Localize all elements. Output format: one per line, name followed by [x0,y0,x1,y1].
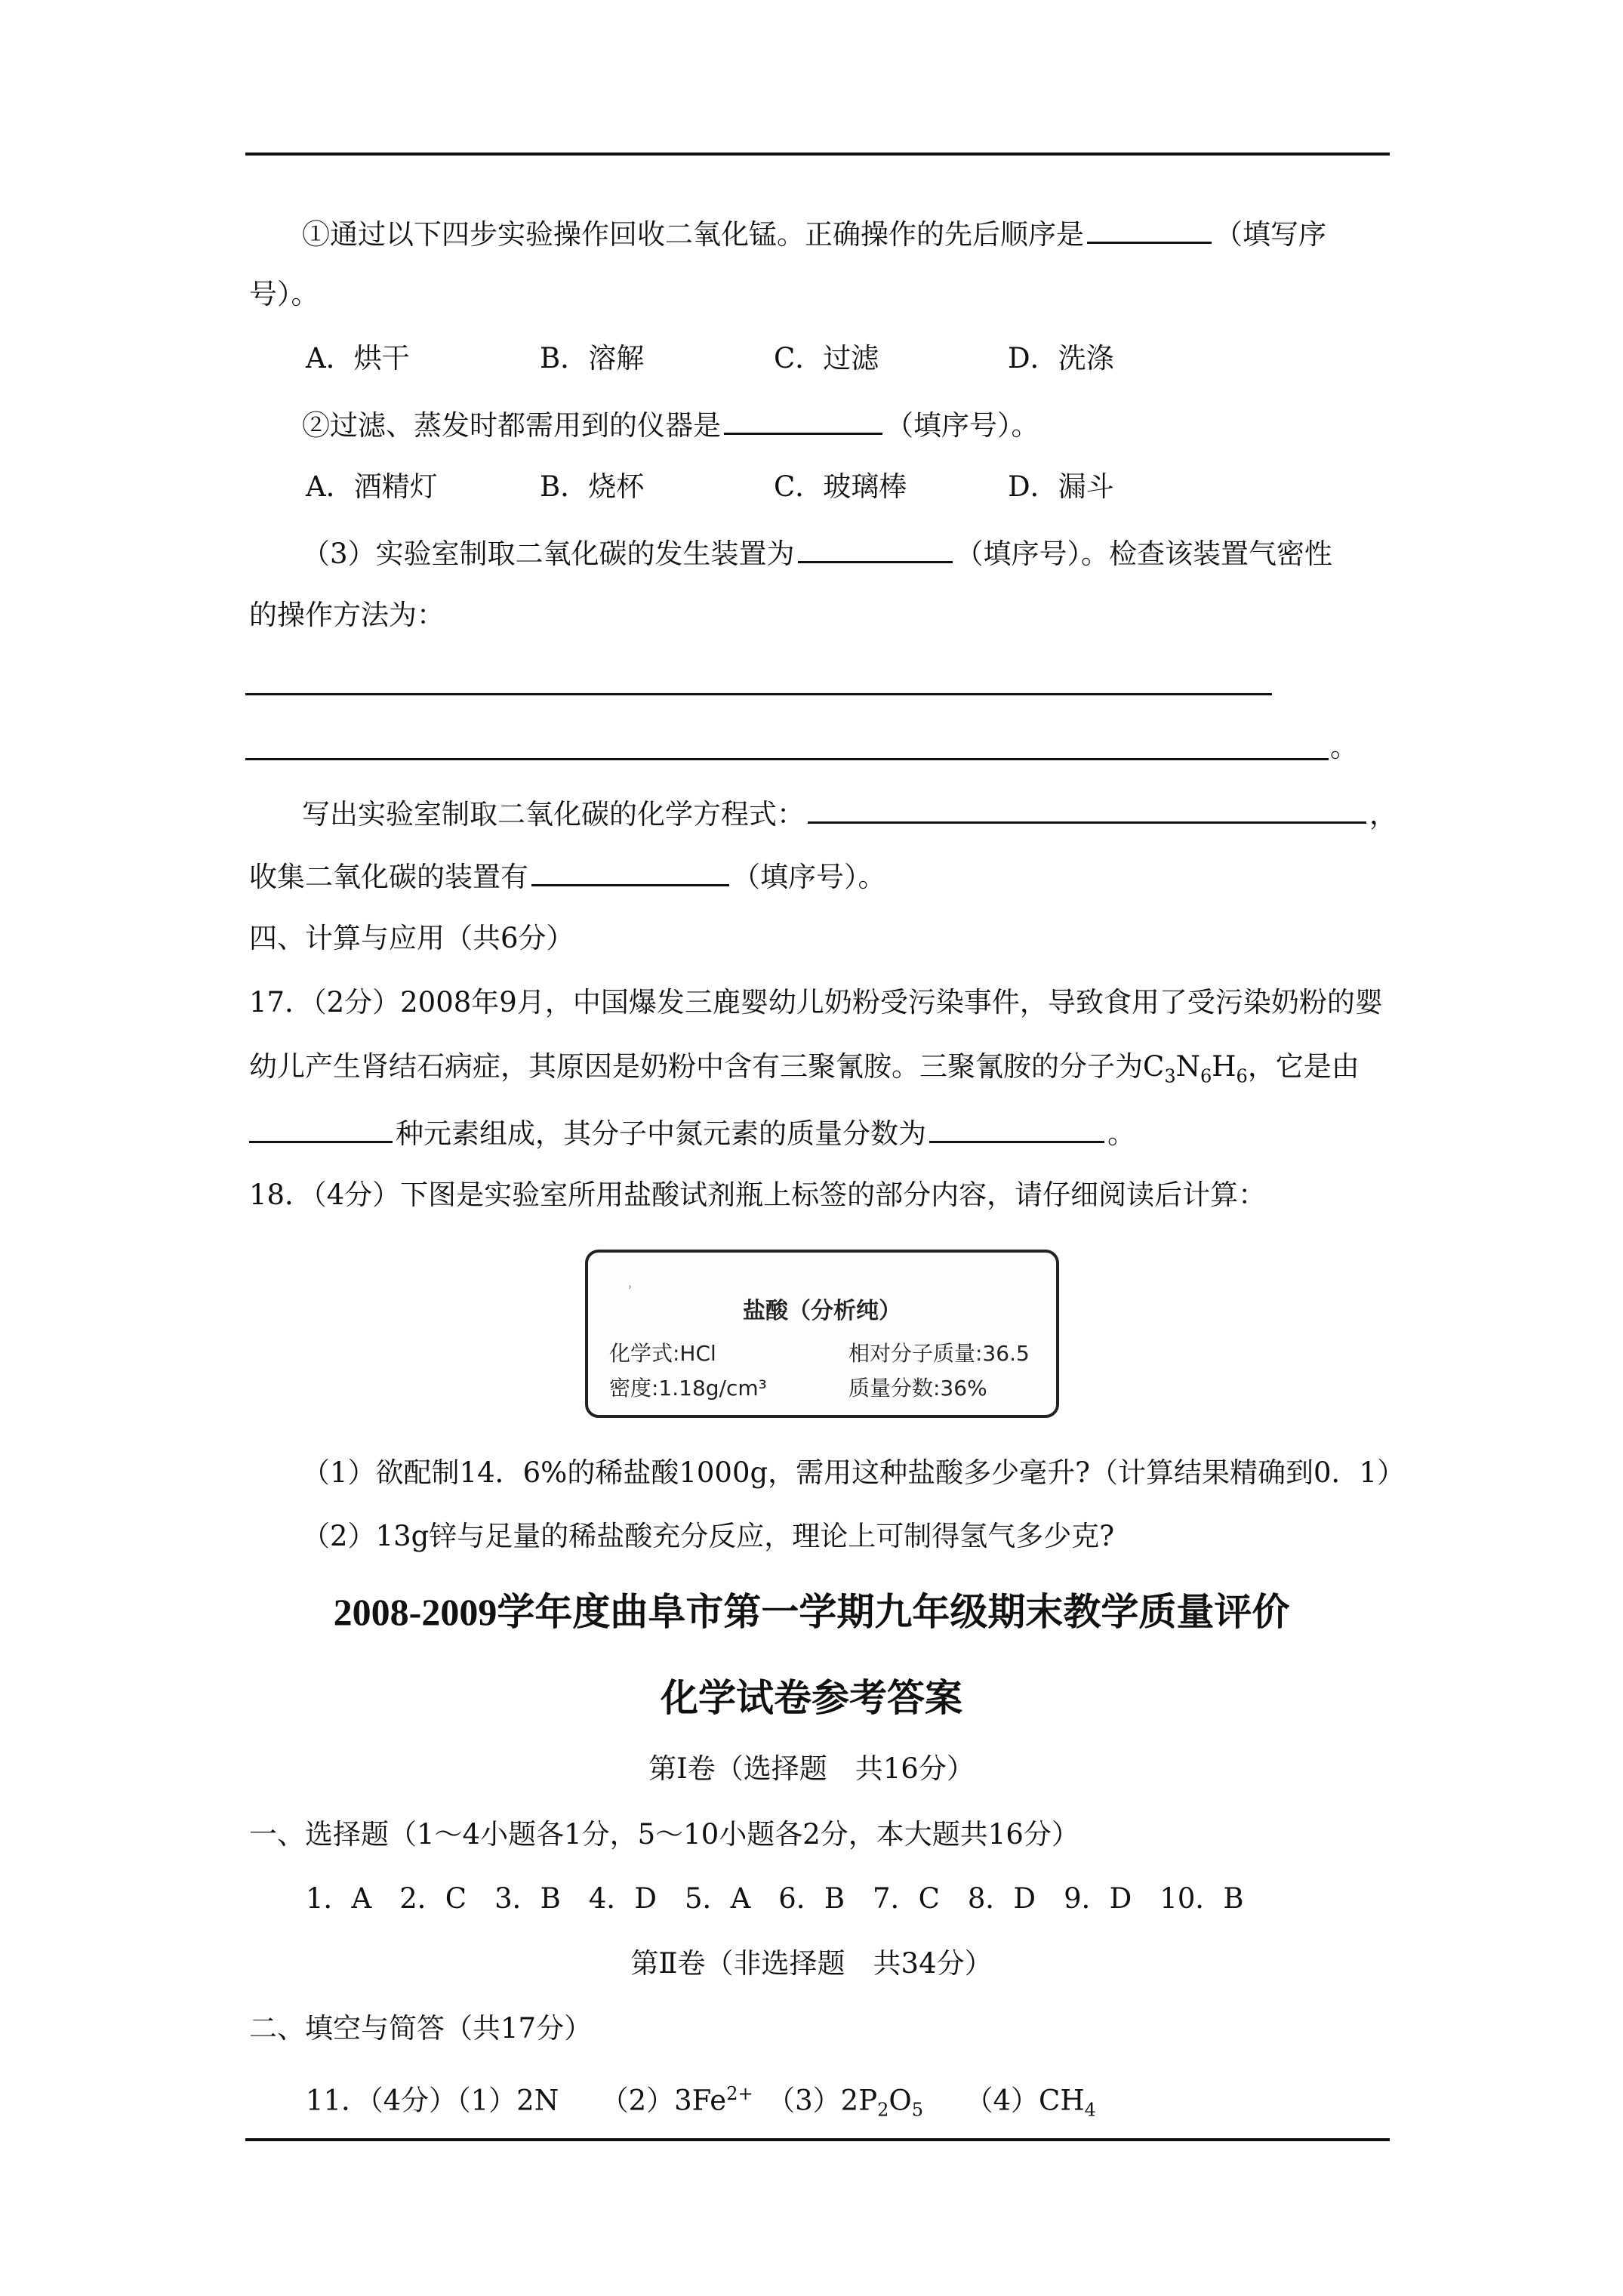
charge-superscript: 2+ [726,2083,753,2104]
options-row-1 [306,340,1114,378]
answer-period: 。 [1330,731,1358,763]
q11-part3: （3）2P [753,2084,878,2117]
answer-blank [798,532,953,563]
q16-step1-line [302,213,1326,254]
answer-blank [531,855,729,886]
formula-subscript: 6 [1236,1065,1248,1087]
q17-line2 [249,1048,1360,1095]
option-b: B．溶解 [540,342,645,374]
section4-heading: 四、计算与应用（共6分） [249,922,574,954]
section1-heading: 一、选择题（1～4小题各1分，5～10小题各2分，本大题共16分） [249,1818,1079,1851]
q17-line3-end: 。 [1107,1117,1135,1150]
answer-blank [929,1112,1104,1143]
q16-part3-cont: 的操作方法为： [249,599,445,631]
formula-subscript: 6 [1200,1065,1212,1087]
formula-subscript: 4 [1084,2099,1096,2121]
q16-collect-text: 收集二氧化碳的装置有 [249,861,528,893]
options-row-2 [306,468,1114,506]
q17-line2-text: 幼儿产生肾结石病症，其原因是奶粉中含有三聚氰胺。三聚氰胺的分子为C [249,1050,1165,1083]
volume1-heading: 第Ⅰ卷（选择题 共16分） [648,1752,975,1785]
formula-subscript: 5 [911,2099,923,2121]
q16-step1-suffix: （填写序 [1215,218,1326,251]
formula-element: H [1212,1050,1236,1083]
reagent-label-image [585,1250,1059,1418]
q16-eq-text: 写出实验室制取二氧化碳的化学方程式： [302,798,805,831]
q16-collect-suffix: （填序号）。 [732,861,886,893]
q16-equation-line [302,793,1397,834]
option-c: C．玻璃棒 [774,470,907,503]
label-density: 密度:1.18g/cm³ [609,1376,767,1401]
formula-element: N [1175,1050,1200,1083]
q17-line1: 17．（2分）2008年9月，中国爆发三鹿婴幼儿奶粉受污染事件，导致食用了受污染奶粉的婴 [249,986,1383,1019]
q16-step1-cont: 号）。 [249,278,319,310]
q17-line3 [249,1112,1135,1153]
q18-line1: 18．（4分）下图是实验室所用盐酸试剂瓶上标签的部分内容，请仔细阅读后计算： [249,1179,1267,1211]
option-a: A．酒精灯 [306,470,438,503]
answer-blank [724,404,882,435]
q17-line3-text: 种元素组成，其分子中氮元素的质量分数为 [396,1117,926,1150]
option-b: B．烧杯 [540,470,645,503]
choice-answers: 1．A 2．C 3．B 4．D 5．A 6．B 7．C 8．D 9．D 10．B [306,1882,1244,1915]
q16-step2-suffix: （填序号）。 [885,409,1039,442]
volume2-heading: 第Ⅱ卷（非选择题 共34分） [630,1947,993,1980]
answers-title-1: 2008-2009学年度曲阜市第一学期九年级期末教学质量评价 [333,1591,1290,1633]
formula-element: O [888,2084,912,2117]
answer-line [245,758,1329,760]
formula-subscript: 3 [1164,1065,1176,1087]
answer-blank [808,793,1366,824]
label-title: 盐酸（分析纯） [743,1298,901,1324]
section2-heading: 二、填空与简答（共17分） [249,2012,593,2045]
label-mass-fraction: 质量分数:36% [848,1376,987,1401]
option-a: A．烘干 [306,342,410,374]
q16-part3-line [302,532,1332,573]
option-c: C．过滤 [774,342,879,374]
header-rule [245,153,1390,156]
q16-eq-suffix: ， [1369,798,1397,831]
q16-step2-text: ②过滤、蒸发时都需用到的仪器是 [302,409,721,442]
label-molar-mass: 相对分子质量:36.5 [848,1341,1030,1366]
formula-subscript: 2 [877,2099,889,2121]
q18-sub1: （1）欲配制14．6%的稀盐酸1000g，需用这种盐酸多少毫升?（计算结果精确到0．1） [302,1456,1406,1489]
answer-blank [1087,213,1212,244]
q18-sub2: （2）13g锌与足量的稀盐酸充分反应，理论上可制得氢气多少克? [302,1520,1115,1552]
option-d: D．漏斗 [1008,470,1114,503]
q11-answer [306,2075,1096,2129]
footer-rule [245,2138,1390,2141]
option-d: D．洗涤 [1008,342,1114,374]
q16-part3-suffix: （填序号）。检查该装置气密性 [955,538,1333,570]
q16-collect-line [249,855,886,896]
answer-blank [249,1112,393,1143]
q11-part1: 11．（4分）（1）2N （2）3Fe [306,2084,727,2117]
q17-line2-end: ，它是由 [1247,1050,1360,1083]
q16-part3-text: （3）实验室制取二氧化碳的发生装置为 [302,538,795,570]
q16-step2-line [302,404,1039,445]
speck-mark: ⸒ [627,1271,633,1290]
answer-line [245,693,1272,695]
q11-part4: （4）CH [923,2084,1085,2117]
label-formula: 化学式:HCl [609,1341,716,1366]
answers-title-2: 化学试卷参考答案 [661,1677,962,1719]
q16-step1-text: ①通过以下四步实验操作回收二氧化锰。正确操作的先后顺序是 [302,218,1084,251]
